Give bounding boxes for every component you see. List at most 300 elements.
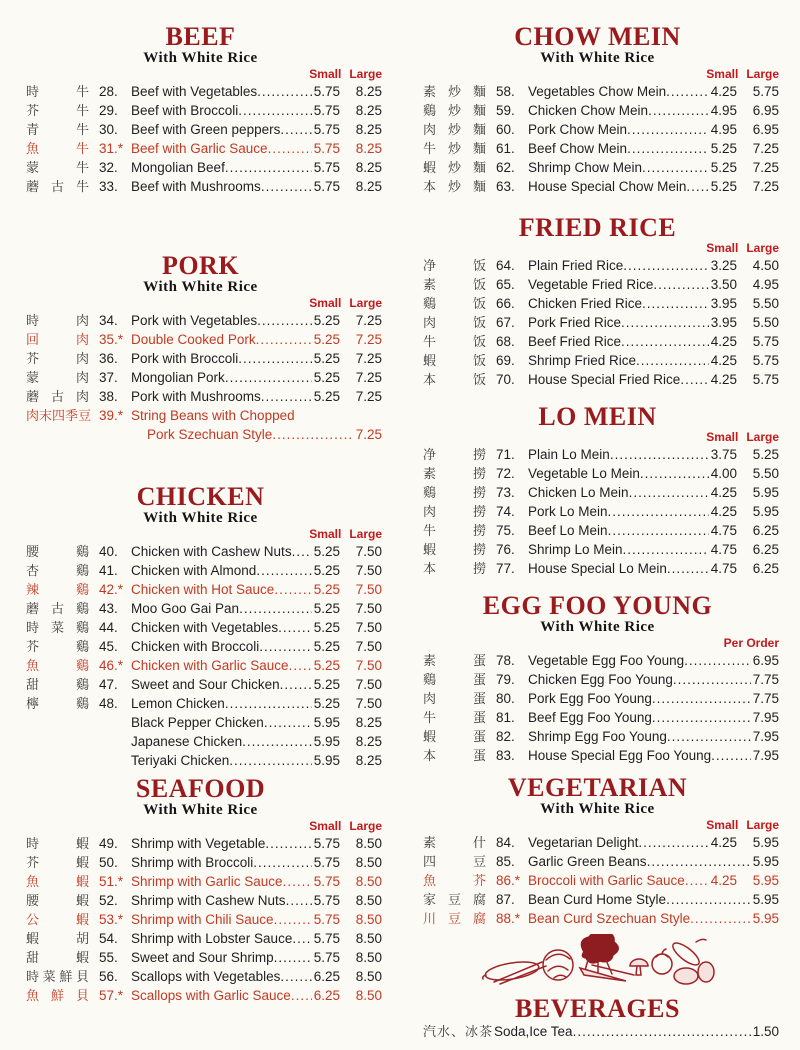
- item-chinese-label: [416, 727, 486, 746]
- item-name: Double Cooked Pork: [131, 332, 256, 347]
- item-price-large: 7.25: [355, 332, 382, 347]
- item-chinese-char: 肉: [26, 408, 40, 423]
- item-number: 43.: [99, 601, 118, 616]
- item-price-large: 7.75: [752, 672, 779, 687]
- vegetables-illustration: [416, 934, 779, 990]
- item-chinese-label: [416, 871, 486, 890]
- item-chinese-label: [416, 746, 486, 765]
- item-chinese-char: 蝦: [423, 353, 437, 368]
- dot-leader: [283, 872, 312, 891]
- item-chinese-char: 家: [423, 892, 437, 907]
- item-chinese-char: 肉: [423, 315, 437, 330]
- dot-leader: [259, 637, 312, 656]
- item-price-small: 6.25: [313, 988, 340, 1003]
- item-chinese-label: [416, 158, 486, 177]
- section-title: CHICKEN: [136, 482, 265, 511]
- item-chinese-char: 牛: [75, 160, 89, 175]
- item-name: Black Pepper Chicken: [131, 715, 264, 730]
- item-chinese-label: [19, 986, 89, 1005]
- item-name: Beef Fried Rice: [528, 334, 622, 349]
- item-chinese-char: 麵: [472, 160, 486, 175]
- item-number: 88.*: [496, 911, 521, 926]
- item-price-large: 7.50: [355, 544, 382, 559]
- item-chinese-label: [416, 256, 486, 275]
- item-chinese-label: [19, 891, 89, 910]
- item-chinese-label: [19, 139, 89, 158]
- item-name: Japanese Chicken: [131, 734, 243, 749]
- item-name: Shrimp Chow Mein: [528, 160, 643, 175]
- item-price-large: 8.50: [355, 950, 382, 965]
- item-price-large: 8.50: [355, 931, 382, 946]
- dot-leader: [680, 370, 709, 389]
- item-name: House Special Lo Mein: [528, 561, 667, 576]
- price-header-large: Large: [349, 296, 382, 310]
- item-price-large: 5.75: [752, 334, 779, 349]
- item-price-large: 7.25: [752, 141, 779, 156]
- item-chinese-char: 蛋: [472, 672, 486, 687]
- item-name: Lemon Chicken: [131, 696, 225, 711]
- item-name: Vegetable Fried Rice: [528, 277, 654, 292]
- menu-item-row: [416, 852, 779, 871]
- item-price-large: 7.25: [355, 389, 382, 404]
- menu-item-row: [19, 101, 382, 120]
- item-chinese-label: [416, 833, 486, 852]
- item-chinese-label: [416, 651, 486, 670]
- item-chinese-char: 青: [26, 122, 40, 137]
- dot-leader: [684, 651, 751, 670]
- item-price-large: 8.25: [355, 179, 382, 194]
- item-number: 31.*: [99, 141, 124, 156]
- item-price-small: 5.75: [313, 84, 340, 99]
- item-price-small: 5.25: [313, 370, 340, 385]
- item-price-large: 7.25: [355, 427, 382, 442]
- item-chinese-char: 四: [52, 408, 66, 423]
- item-price-small: 4.25: [710, 372, 737, 387]
- item-price-large: 8.25: [355, 84, 382, 99]
- item-chinese-char: 牛: [75, 84, 89, 99]
- item-chinese-char: 鷄: [75, 582, 89, 597]
- item-chinese-label: [416, 120, 486, 139]
- item-chinese-char: 蝦: [75, 836, 89, 851]
- item-price-large: 7.25: [752, 160, 779, 175]
- price-header-small: Small: [706, 241, 739, 255]
- item-chinese-char: 鮮: [50, 988, 64, 1003]
- item-number: 46.*: [99, 658, 124, 673]
- menu-item-row: [19, 599, 382, 618]
- item-chinese-label: [19, 929, 89, 948]
- item-price-small: 5.75: [313, 836, 340, 851]
- item-chinese-char: 肉: [423, 504, 437, 519]
- item-chinese-char: 炒: [447, 141, 461, 156]
- item-name: Shrimp with Cashew Nuts: [131, 893, 286, 908]
- item-name: Shrimp Fried Rice: [528, 353, 637, 368]
- item-chinese-char: 肉: [75, 351, 89, 366]
- item-number: 39.*: [99, 408, 124, 423]
- item-name: Shrimp with Lobster Sauce: [131, 931, 293, 946]
- item-price-small: 5.75: [313, 950, 340, 965]
- item-chinese-char: 回: [26, 332, 40, 347]
- dot-leader: [647, 852, 751, 871]
- item-name: Shrimp with Chili Sauce: [131, 912, 274, 927]
- dot-leader: [648, 101, 709, 120]
- section-title: BEEF: [165, 22, 236, 51]
- item-chinese-char: 什: [472, 835, 486, 850]
- item-chinese-char: 净: [423, 258, 437, 273]
- section-subtitle: With White Rice: [540, 50, 655, 66]
- dot-leader: [629, 483, 709, 502]
- section-subtitle: With White Rice: [143, 50, 258, 66]
- item-number: 62.: [496, 160, 515, 175]
- item-chinese-label: [416, 689, 486, 708]
- item-name: Teriyaki Chicken: [131, 753, 230, 768]
- item-price-large: 6.25: [752, 561, 779, 576]
- dot-leader: [640, 464, 709, 483]
- item-price-small: 5.25: [313, 563, 340, 578]
- section-title: VEGETARIAN: [507, 773, 688, 802]
- item-chinese-label: [416, 82, 486, 101]
- menu-item-row: [416, 670, 779, 689]
- price-header-large: Large: [746, 67, 779, 81]
- item-chinese-char: 鷄: [75, 696, 89, 711]
- item-chinese-char: 撈: [472, 485, 486, 500]
- item-number: 82.: [496, 729, 515, 744]
- item-price-large: 8.50: [355, 988, 382, 1003]
- item-chinese-char: 川: [423, 911, 437, 926]
- item-price-small: 5.25: [313, 389, 340, 404]
- item-chinese-label: [416, 445, 486, 464]
- item-price-large: 5.25: [752, 447, 779, 462]
- price-header-small: Small: [706, 430, 739, 444]
- item-chinese-label: [416, 890, 486, 909]
- menu-section-chicken: [19, 484, 382, 770]
- menu-item-row: [19, 82, 382, 101]
- item-price-small: 5.95: [313, 734, 340, 749]
- item-chinese-char: 牛: [75, 179, 89, 194]
- item-chinese-label: [19, 120, 89, 139]
- dot-leader: [608, 502, 709, 521]
- item-chinese-label: [19, 637, 89, 656]
- item-chinese-label: [416, 294, 486, 313]
- item-chinese-char: 鷄: [423, 296, 437, 311]
- item-chinese-char: 鷄: [75, 563, 89, 578]
- menu-section-chowmein: [416, 24, 779, 196]
- item-number: 85.: [496, 854, 515, 869]
- item-number: 65.: [496, 277, 515, 292]
- item-chinese-char: 豆: [447, 911, 461, 926]
- item-price-large: 6.95: [752, 122, 779, 137]
- item-chinese-char: 芥: [26, 639, 40, 654]
- item-price-large: 8.50: [355, 893, 382, 908]
- item-number: 80.: [496, 691, 515, 706]
- dot-leader: [685, 871, 709, 890]
- item-price-large: 5.75: [752, 353, 779, 368]
- item-name: Plain Lo Mein: [528, 447, 610, 462]
- item-price-small: 4.75: [710, 523, 737, 538]
- item-price-large: 8.25: [355, 141, 382, 156]
- dot-leader: [627, 120, 709, 139]
- item-name: Pork Chow Mein: [528, 122, 628, 137]
- item-name: Pork Szechuan Style: [147, 427, 273, 442]
- item-price-large: 8.50: [355, 969, 382, 984]
- item-chinese-char: 腐: [472, 892, 486, 907]
- item-chinese-char: 素: [423, 653, 437, 668]
- menu-item-row: [19, 139, 382, 158]
- section-title: FRIED RICE: [518, 213, 677, 242]
- item-chinese-char: 蝦: [423, 160, 437, 175]
- item-chinese-char: 撈: [472, 542, 486, 557]
- item-name: Chicken with Broccoli: [131, 639, 260, 654]
- item-chinese-label: [416, 139, 486, 158]
- item-number: 66.: [496, 296, 515, 311]
- item-chinese-char: 饭: [472, 296, 486, 311]
- item-price-small: 5.25: [710, 160, 737, 175]
- item-number: 86.*: [496, 873, 521, 888]
- item-name: House Special Chow Mein: [528, 179, 687, 194]
- menu-item-row: [416, 1022, 779, 1041]
- item-price-large: 7.50: [355, 639, 382, 654]
- item-chinese-char: 腰: [26, 893, 40, 908]
- menu-item-row: [416, 833, 779, 852]
- item-name: Chicken with Cashew Nuts: [131, 544, 292, 559]
- item-chinese-char: 鷄: [423, 672, 437, 687]
- item-chinese-char: 蒙: [26, 370, 40, 385]
- item-price-large: 5.75: [752, 372, 779, 387]
- price-header-small: Small: [309, 527, 342, 541]
- item-price-large: 7.50: [355, 696, 382, 711]
- item-price-small: 5.25: [313, 696, 340, 711]
- item-chinese-label: [19, 872, 89, 891]
- menu-item-row: [416, 158, 779, 177]
- menu-item-row: [416, 909, 779, 928]
- item-chinese-label: [416, 313, 486, 332]
- item-name: Chicken with Almond: [131, 563, 257, 578]
- menu-section-pork: [19, 253, 382, 444]
- section-title: LO MEIN: [538, 402, 657, 431]
- item-chinese-char: 鷄: [423, 103, 437, 118]
- item-number: 35.*: [99, 332, 124, 347]
- menu-item-row: [416, 351, 779, 370]
- section-subtitle: With White Rice: [540, 619, 655, 635]
- item-chinese-label: [416, 708, 486, 727]
- item-price-small: 5.75: [313, 179, 340, 194]
- menu-item-row: [416, 464, 779, 483]
- item-chinese-label: [416, 351, 486, 370]
- price-column-headers: [416, 241, 779, 256]
- dot-leader: [286, 891, 312, 910]
- item-chinese-char: 麵: [472, 103, 486, 118]
- item-price-small: 5.75: [313, 931, 340, 946]
- item-price-large: 7.95: [752, 729, 779, 744]
- item-number: 38.: [99, 389, 118, 404]
- item-chinese-label: [416, 559, 486, 578]
- item-chinese-label: [416, 483, 486, 502]
- item-chinese-char: 蝦: [75, 950, 89, 965]
- item-number: 42.*: [99, 582, 124, 597]
- item-name: Pork with Mushrooms: [131, 389, 261, 404]
- item-chinese-char: 麵: [472, 179, 486, 194]
- menu-item-row: [19, 910, 382, 929]
- item-price-small: 4.95: [710, 103, 737, 118]
- dot-leader: [268, 139, 312, 158]
- item-chinese-char: 素: [423, 466, 437, 481]
- item-price-small: 4.25: [710, 873, 737, 888]
- item-number: 32.: [99, 160, 118, 175]
- item-chinese-char: 蒙: [26, 160, 40, 175]
- item-chinese-char: 牛: [423, 710, 437, 725]
- item-chinese-char: 本: [423, 748, 437, 763]
- item-price-small: 3.50: [710, 277, 737, 292]
- item-chinese-char: 芥: [26, 855, 40, 870]
- item-number: 48.: [99, 696, 118, 711]
- dot-leader: [238, 349, 312, 368]
- item-price-large: 4.95: [752, 277, 779, 292]
- item-chinese-char: 腰: [26, 544, 40, 559]
- item-number: 87.: [496, 892, 515, 907]
- dot-leader: [711, 746, 751, 765]
- item-price-small: 5.25: [313, 332, 340, 347]
- item-price-large: 8.25: [355, 103, 382, 118]
- item-name: Beef with Mushrooms: [131, 179, 261, 194]
- item-price-small: 6.25: [313, 969, 340, 984]
- menu-item-row: [19, 656, 382, 675]
- menu-section-lomein: [416, 404, 779, 578]
- menu-item-row: [416, 871, 779, 890]
- price-column-headers: [19, 67, 382, 82]
- item-price-small: 5.95: [313, 753, 340, 768]
- item-chinese-char: 本: [423, 561, 437, 576]
- section-title: CHOW MEIN: [514, 22, 681, 51]
- item-chinese-char: 牛: [423, 523, 437, 538]
- menu-item-row: [416, 275, 779, 294]
- item-chinese-label: [19, 330, 89, 349]
- price-header-large: Large: [746, 818, 779, 832]
- item-chinese-char: 鷄: [423, 485, 437, 500]
- item-name: Moo Goo Gai Pan: [131, 601, 240, 616]
- price-header-large: Large: [349, 67, 382, 81]
- item-number: 60.: [496, 122, 515, 137]
- menu-item-row: [19, 330, 382, 349]
- item-number: 69.: [496, 353, 515, 368]
- item-chinese-char: 蛋: [472, 691, 486, 706]
- item-price-large: 8.50: [355, 912, 382, 927]
- price-header-small: Small: [309, 819, 342, 833]
- item-price-small: 4.25: [710, 504, 737, 519]
- item-price-large: 7.50: [355, 563, 382, 578]
- item-chinese-label: [19, 177, 89, 196]
- dot-leader: [242, 732, 312, 751]
- item-number: 84.: [496, 835, 515, 850]
- menu-item-row: [416, 746, 779, 765]
- item-chinese-char: 豆: [472, 854, 486, 869]
- dot-leader: [623, 540, 709, 559]
- dot-leader: [257, 311, 312, 330]
- item-chinese-char: 蝦: [75, 912, 89, 927]
- item-chinese-char: 魚: [423, 873, 437, 888]
- item-chinese-label: [416, 521, 486, 540]
- item-price-small: 5.75: [313, 122, 340, 137]
- item-chinese-char: 甜: [26, 950, 40, 965]
- item-price-large: 8.25: [355, 753, 382, 768]
- item-number: 56.: [99, 969, 118, 984]
- item-chinese-char: 素: [423, 835, 437, 850]
- item-price-small: 5.25: [313, 582, 340, 597]
- item-number: 79.: [496, 672, 515, 687]
- menu-item-row: [416, 313, 779, 332]
- item-name: Pork Egg Foo Young: [528, 691, 652, 706]
- dot-leader: [652, 689, 751, 708]
- price-column-headers: [19, 296, 382, 311]
- menu-section-friedrice: [416, 215, 779, 389]
- menu-item-row: [19, 177, 382, 196]
- item-chinese-char: 蛋: [472, 729, 486, 744]
- item-price-large: 6.95: [752, 653, 779, 668]
- item-price-small: 4.75: [710, 561, 737, 576]
- menu-item-row: [19, 891, 382, 910]
- item-name: Chicken Lo Mein: [528, 485, 629, 500]
- item-price-small: 3.75: [710, 447, 737, 462]
- dot-leader: [610, 445, 709, 464]
- menu-item-row: [416, 689, 779, 708]
- item-price-large: 8.50: [355, 836, 382, 851]
- item-chinese-label: [19, 967, 89, 986]
- item-price-small: 5.25: [313, 544, 340, 559]
- item-number: 72.: [496, 466, 515, 481]
- item-name: Beef Chow Mein: [528, 141, 628, 156]
- item-chinese-char: 古: [50, 179, 64, 194]
- item-chinese-label: [19, 580, 89, 599]
- item-price-large: 7.50: [355, 677, 382, 692]
- price-header-large: Large: [349, 819, 382, 833]
- item-price-large: 4.50: [752, 258, 779, 273]
- item-price-large: 5.95: [752, 854, 779, 869]
- item-chinese-label: [19, 948, 89, 967]
- item-chinese-char: 肉: [75, 389, 89, 404]
- item-chinese-label: [19, 561, 89, 580]
- menu-item-row: [19, 675, 382, 694]
- dot-leader: [686, 177, 709, 196]
- item-chinese-char: 蝦: [75, 855, 89, 870]
- item-chinese-char: 撈: [472, 504, 486, 519]
- item-price-small: 5.75: [313, 874, 340, 889]
- item-chinese-char: 汽: [423, 1024, 438, 1039]
- item-name: Mongolian Beef: [131, 160, 225, 175]
- item-price-large: 7.75: [752, 691, 779, 706]
- menu-item-row: [19, 967, 382, 986]
- item-price-small: 5.25: [313, 351, 340, 366]
- item-number: 77.: [496, 561, 515, 576]
- item-price-small: 5.75: [313, 160, 340, 175]
- item-chinese-char: 豆: [447, 892, 461, 907]
- dot-leader: [257, 82, 312, 101]
- item-chinese-char: 麵: [472, 122, 486, 137]
- dot-leader: [623, 256, 709, 275]
- item-chinese-char: 菜: [50, 620, 64, 635]
- item-chinese-char: 牛: [75, 103, 89, 118]
- item-number: 37.: [99, 370, 118, 385]
- item-chinese-label: [19, 387, 89, 406]
- item-number: 29.: [99, 103, 118, 118]
- dot-leader: [652, 708, 751, 727]
- dot-leader: [642, 294, 709, 313]
- dot-leader: [653, 275, 709, 294]
- dot-leader: [280, 675, 312, 694]
- menu-item-row: [19, 834, 382, 853]
- menu-item-row: [416, 120, 779, 139]
- item-chinese-char: 饭: [472, 353, 486, 368]
- item-price-small: 5.75: [313, 141, 340, 156]
- item-chinese-char: 鮮: [59, 969, 73, 984]
- item-chinese-char: 撈: [472, 523, 486, 538]
